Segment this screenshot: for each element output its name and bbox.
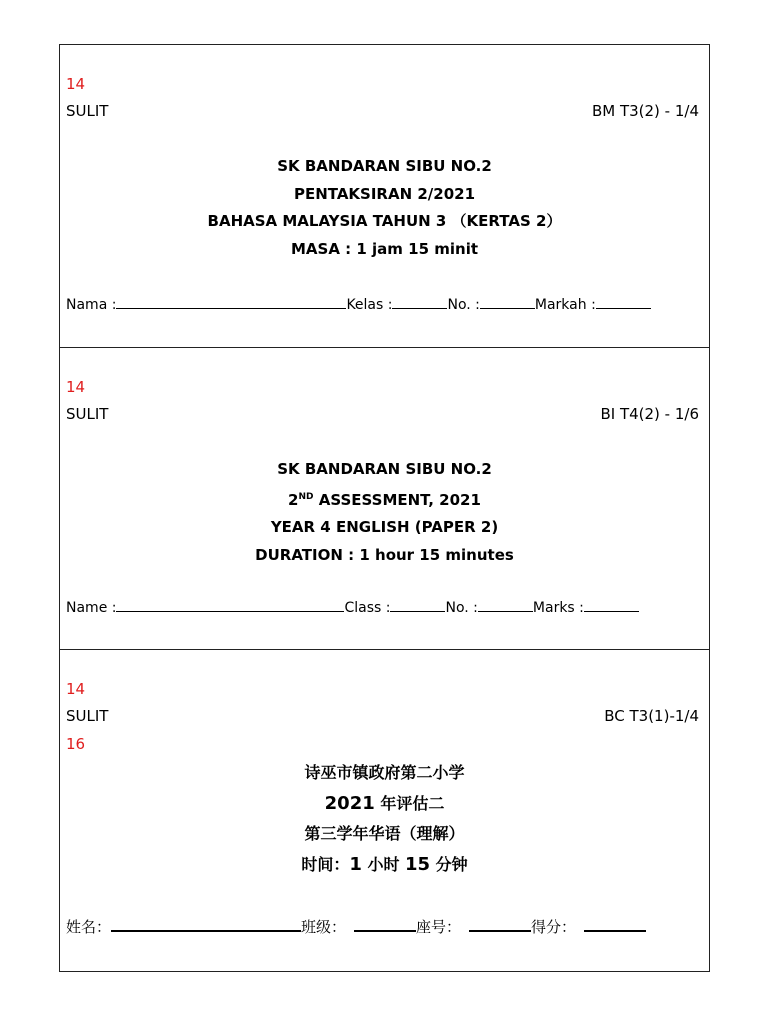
class-label: Kelas : — [346, 297, 393, 313]
school-name: SK BANDARAN SIBU NO.2 — [277, 460, 492, 478]
class-label: Class : — [344, 600, 391, 616]
name-blank[interactable] — [116, 294, 346, 309]
marks-label: 得分： — [531, 918, 577, 936]
name-blank[interactable] — [116, 597, 344, 612]
name-blank[interactable] — [111, 916, 301, 932]
page-number-secondary: 16 — [66, 735, 86, 753]
no-blank[interactable] — [469, 916, 531, 932]
class-label: 班级： — [301, 918, 347, 936]
no-label: No. : — [447, 297, 480, 313]
marks-blank[interactable] — [596, 294, 651, 309]
no-label: No. : — [445, 600, 478, 616]
class-blank[interactable] — [390, 597, 445, 612]
marks-blank[interactable] — [584, 916, 646, 932]
student-info-line — [66, 916, 646, 937]
assessment-name: 2ND ASSESSMENT, 2021 — [288, 490, 481, 509]
duration: DURATION : 1 hour 15 minutes — [255, 545, 514, 564]
page-number: 14 — [66, 378, 86, 396]
sulit-label: SULIT — [66, 707, 109, 725]
assessment-name: 2021 年评估二 — [324, 792, 445, 814]
marks-label: Markah : — [534, 297, 596, 313]
exam-sheet-bc — [60, 649, 709, 971]
name-label: Nama : — [66, 297, 117, 313]
exam-title — [60, 153, 709, 263]
class-blank[interactable] — [392, 294, 447, 309]
exam-sheet-bi — [60, 347, 709, 649]
name-label: Name : — [66, 600, 117, 616]
student-info-line — [66, 294, 651, 313]
no-blank[interactable] — [478, 597, 533, 612]
paper-code: BI T4(2) - 1/6 — [600, 405, 699, 423]
paper-code: BM T3(2) - 1/4 — [591, 102, 699, 120]
student-info-line — [66, 597, 639, 616]
exam-title — [60, 456, 709, 569]
no-blank[interactable] — [480, 294, 535, 309]
exam-sheet-bm — [60, 45, 709, 347]
marks-blank[interactable] — [584, 597, 639, 612]
subject-name: BAHASA MALAYSIA TAHUN 3 （KERTAS 2） — [207, 212, 562, 230]
duration: MASA : 1 jam 15 minit — [290, 239, 479, 258]
sulit-label: SULIT — [66, 405, 109, 423]
assessment-name: PENTAKSIRAN 2/2021 — [293, 184, 476, 203]
no-label: 座号： — [416, 918, 462, 936]
paper-code: BC T3(1)-1/4 — [604, 707, 699, 725]
duration: 时间：1 小时 15 分钟 — [301, 853, 468, 875]
page-number: 14 — [66, 75, 86, 93]
marks-label: Marks : — [532, 600, 584, 616]
subject-name: 第三学年华语（理解） — [304, 824, 465, 843]
ordinal-suffix: ND — [298, 491, 314, 502]
sulit-label: SULIT — [66, 102, 109, 120]
school-name: SK BANDARAN SIBU NO.2 — [277, 157, 492, 175]
name-label: 姓名： — [66, 918, 112, 936]
exam-header-frame — [59, 44, 710, 972]
school-name: 诗巫市镇政府第二小学 — [304, 763, 465, 782]
class-blank[interactable] — [354, 916, 416, 932]
exam-title — [60, 758, 709, 880]
subject-name: YEAR 4 ENGLISH (PAPER 2) — [270, 518, 499, 536]
page-number: 14 — [66, 680, 86, 698]
